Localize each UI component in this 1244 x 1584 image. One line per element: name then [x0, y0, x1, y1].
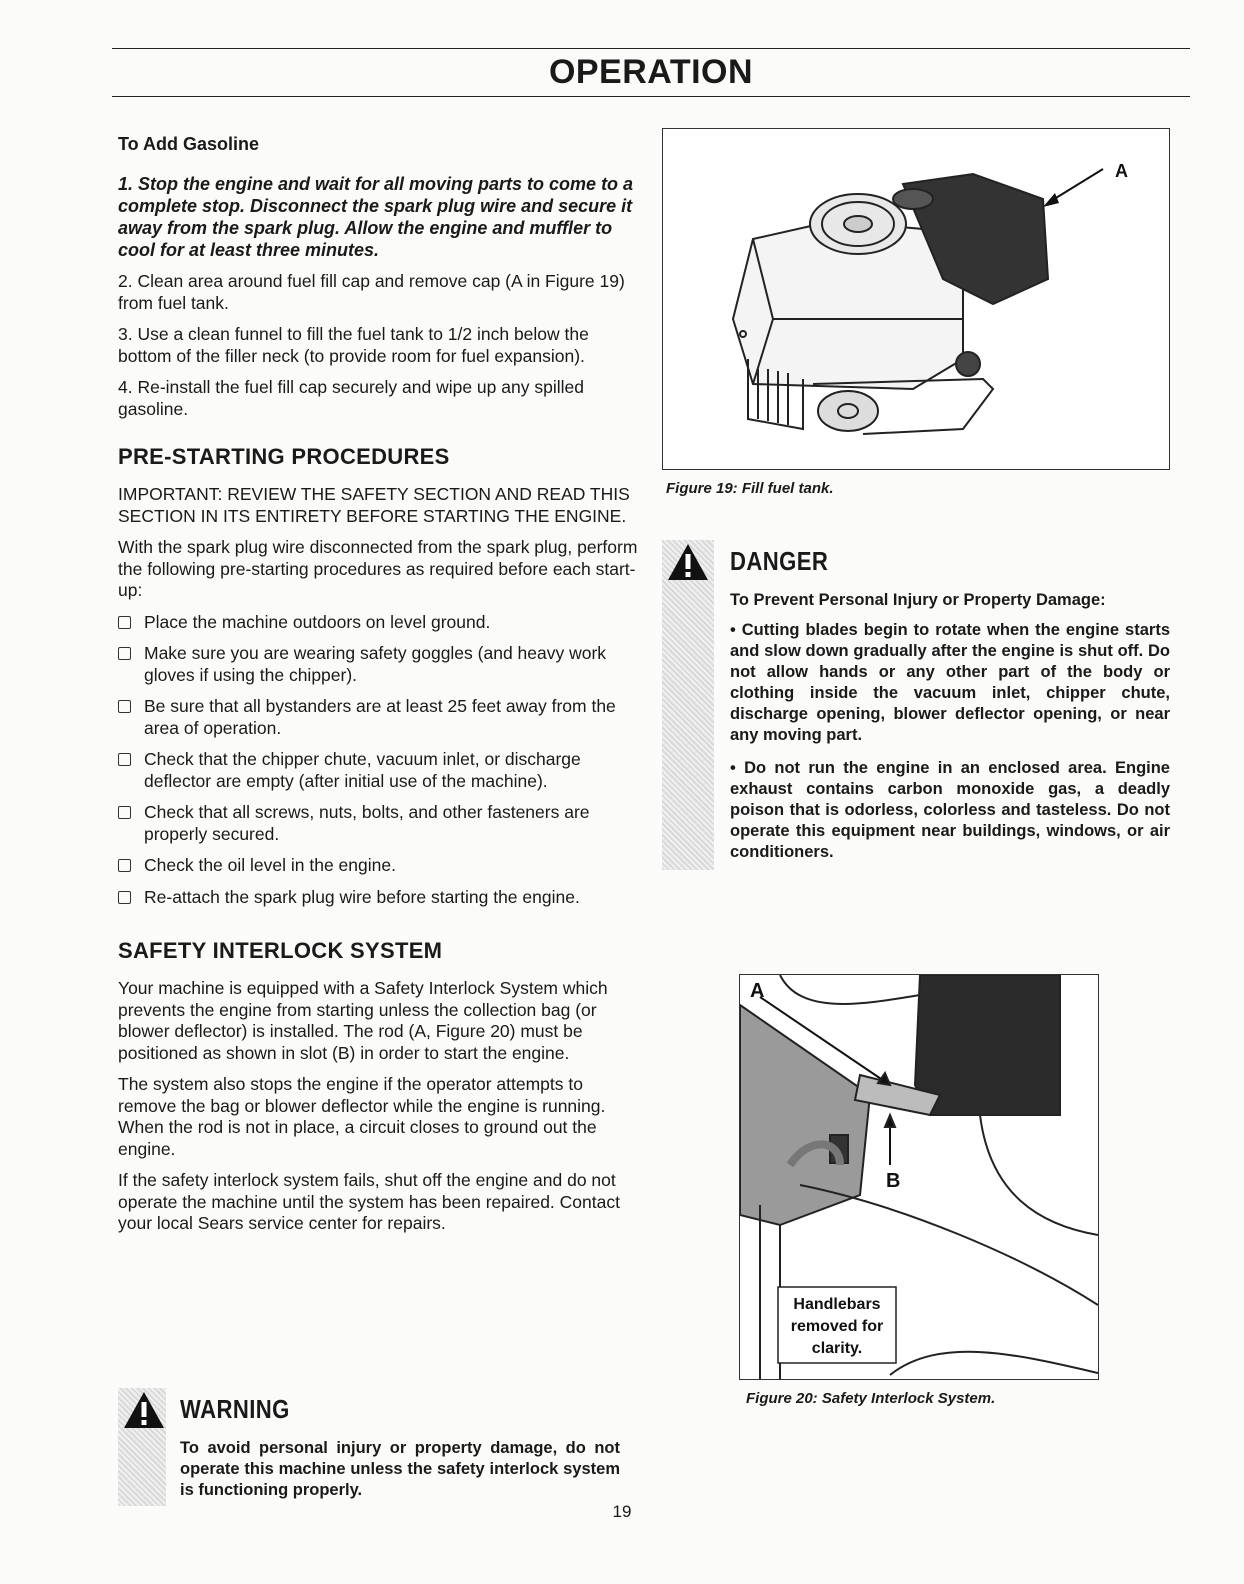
note-line-2: removed for	[790, 1318, 884, 1335]
step-2: 2. Clean area around fuel fill cap and remove cap (A in Figure 19) from fuel tank.	[118, 271, 625, 313]
checkbox-icon	[118, 891, 131, 904]
checkbox-icon	[118, 859, 131, 872]
interlock-heading: SAFETY INTERLOCK SYSTEM	[118, 938, 443, 963]
warning-title: WARNING	[180, 1394, 290, 1424]
danger-callout	[662, 540, 1170, 870]
danger-bullet-2: • Do not run the engine in an enclosed area. Engine exhaust contains carbon monoxide gas, a deadly poison that is odorless, colorless and tasteless. Do not operate this equipment near buildings, windows, or air conditioners.	[730, 759, 1170, 861]
title-rule	[112, 96, 1190, 97]
figure-20	[739, 974, 1099, 1380]
checkbox-icon	[118, 806, 131, 819]
fig20-label-b: B	[886, 1170, 901, 1192]
prestart-heading: PRE-STARTING PROCEDURES	[118, 444, 450, 469]
interlock-para-2: The system also stops the engine if the operator attempts to remove the bag or blower deflector while the engine is running. When the rod is not in place, a circuit closes to ground out the engine.	[118, 1074, 606, 1159]
warning-text: To avoid personal injury or property damage, do not operate this machine unless the safety interlock system is functioning properly.	[180, 1439, 620, 1499]
page-number: 19	[612, 1502, 632, 1521]
danger-stripe	[662, 540, 714, 870]
checkbox-icon	[118, 647, 131, 660]
checklist-item: Check that the chipper chute, vacuum inlet, or discharge deflector are empty (after initial use of the machine).	[118, 749, 638, 792]
fig20-label-a: A	[750, 980, 765, 1002]
step-3: 3. Use a clean funnel to fill the fuel tank to 1/2 inch below the bottom of the filler neck (to provide room for fuel expansion).	[118, 324, 589, 366]
prestart-checklist	[118, 612, 638, 909]
checklist-item: Check that all screws, nuts, bolts, and other fasteners are properly secured.	[118, 802, 638, 845]
left-column	[118, 134, 638, 1245]
checklist-item: Check the oil level in the engine.	[118, 855, 638, 877]
danger-triangle-icon	[666, 542, 710, 582]
interlock-para-1: Your machine is equipped with a Safety Interlock System which prevents the engine from starting unless the collection bag (or blower deflector) is installed. The rod (A, Figure 20) must be positioned as shown in slot (B) in order to start the engine.	[118, 978, 608, 1063]
checkbox-icon	[118, 753, 131, 766]
figure-19	[662, 128, 1170, 470]
engine-illustration	[663, 129, 1169, 469]
warning-callout	[118, 1388, 626, 1506]
figure-20-caption: Figure 20: Safety Interlock System.	[746, 1390, 996, 1407]
checkbox-icon	[118, 616, 131, 629]
add-gasoline-heading: To Add Gasoline	[118, 134, 260, 154]
step-4: 4. Re-install the fuel fill cap securely and wipe up any spilled gasoline.	[118, 377, 584, 419]
checklist-item: Place the machine outdoors on level ground.	[118, 612, 638, 634]
step-1: 1. Stop the engine and wait for all moving parts to come to a complete stop. Disconnect the spark plug wire and secure it away from the spark plug. Allow the engine and muffler to cool for at least three minutes.	[118, 174, 634, 260]
checklist-item: Make sure you are wearing safety goggles (and heavy work gloves if using the chipper).	[118, 643, 638, 686]
checklist-item: Re-attach the spark plug wire before starting the engine.	[118, 887, 638, 909]
interlock-para-3: If the safety interlock system fails, shut off the engine and do not operate the machine until the system has been repaired. Contact your local Sears service center for repairs.	[118, 1170, 620, 1233]
important-note: IMPORTANT: REVIEW THE SAFETY SECTION AND READ THIS SECTION IN ITS ENTIRETY BEFORE STARTING THE ENGINE.	[118, 484, 630, 526]
danger-title: DANGER	[730, 546, 829, 576]
note-line-1: Handlebars	[793, 1296, 881, 1313]
page-title: OPERATION	[548, 53, 754, 91]
interlock-illustration	[740, 975, 1098, 1379]
checklist-item: Be sure that all bystanders are at least 25 feet away from the area of operation.	[118, 696, 638, 739]
warning-triangle-icon	[122, 1390, 166, 1430]
prestart-intro: With the spark plug wire disconnected from the spark plug, perform the following pre-starting procedures as required before each start-up:	[118, 537, 638, 600]
figure-19-caption: Figure 19: Fill fuel tank.	[666, 480, 834, 497]
danger-lead: To Prevent Personal Injury or Property Damage:	[730, 591, 1106, 609]
checkbox-icon	[118, 700, 131, 713]
note-line-3: clarity.	[811, 1340, 863, 1357]
danger-bullet-1: • Cutting blades begin to rotate when the engine starts and slow down gradually after the engine is shut off. Do not allow hands or any other part of the body or clothing inside the vacuum inlet, chipper chute, discharge opening, blower deflector opening, or near any moving part.	[730, 621, 1170, 744]
top-rule	[112, 48, 1190, 49]
fig19-label-a: A	[1115, 161, 1128, 181]
